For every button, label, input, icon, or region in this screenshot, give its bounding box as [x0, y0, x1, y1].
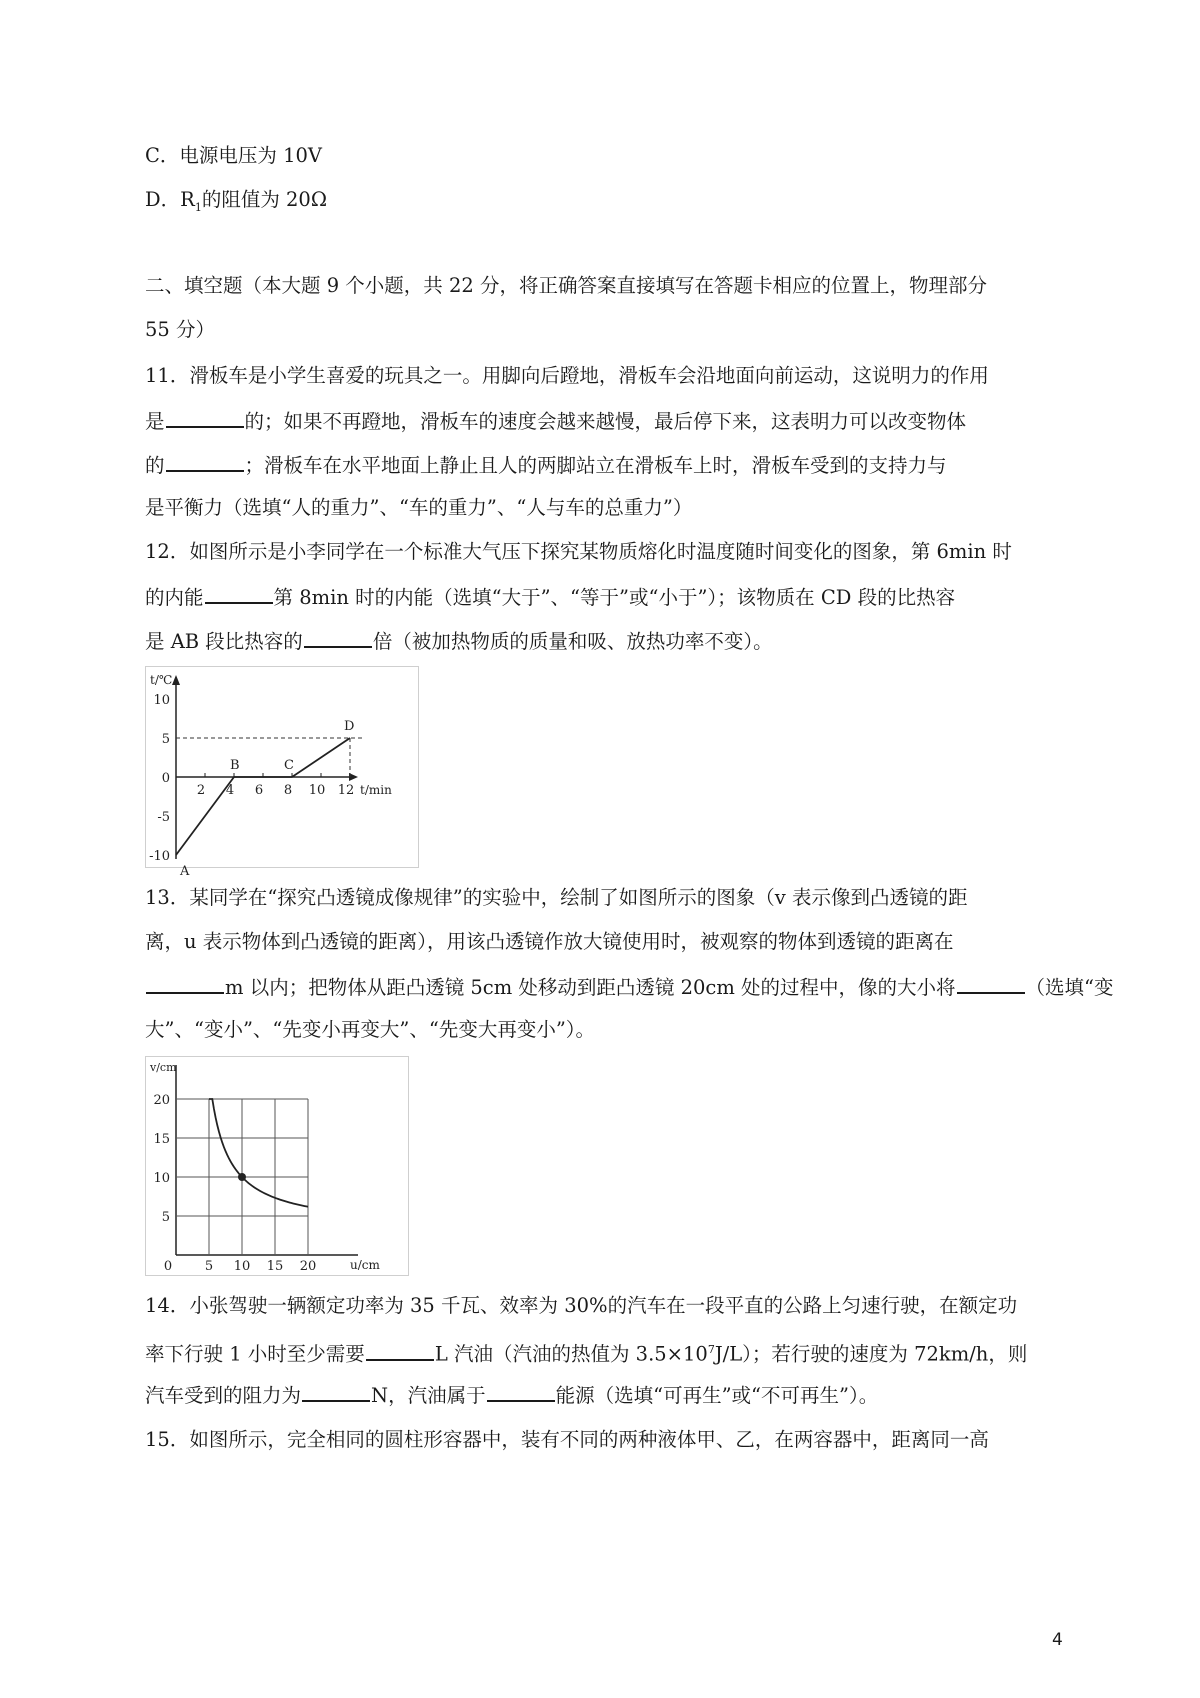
answer-blank[interactable]: [957, 972, 1025, 994]
melting-graph: [146, 667, 418, 879]
page-number: 4: [1052, 1630, 1063, 1650]
answer-blank[interactable]: [366, 1339, 434, 1361]
q13-line3: m 以内；把物体从距凸透镜 5cm 处移动到距凸透镜 20cm 处的过程中，像的大小将 （选填“变: [145, 972, 1114, 1002]
x-tick-label: 15: [266, 1259, 284, 1274]
answer-blank[interactable]: [487, 1380, 555, 1402]
option-d: D．$R_1$的阻值为 20Ω: [145, 188, 328, 214]
answer-blank[interactable]: [302, 1380, 370, 1402]
y-tick-label: 15: [153, 1132, 170, 1147]
y-tick-label: 10: [153, 1171, 170, 1186]
y-tick-label: 20: [153, 1093, 170, 1108]
answer-blank[interactable]: [166, 450, 244, 472]
q11-line4: 是平衡力（选填“人的重力”、“车的重力”、“人与车的总重力”）: [145, 496, 693, 519]
answer-blank[interactable]: [205, 582, 273, 604]
q12-line2: 的内能 第 8min 时的内能（选填“大于”、“等于”或“小于”）；该物质在 CD 段的比热容: [145, 582, 955, 612]
y-tick-label: -5: [157, 810, 170, 825]
x-tick-label: 8: [283, 783, 293, 798]
q12-line1: 12．如图所示是小李同学在一个标准大气压下探究某物质熔化时温度随时间变化的图象，第 6min 时: [145, 540, 1012, 563]
series-curve: [209, 1099, 308, 1207]
option-c: C．电源电压为 10V: [145, 144, 323, 167]
x-tick-label: 4: [225, 783, 235, 798]
y-tick-label: 10: [153, 693, 170, 708]
q13-line2: 离，u 表示物体到凸透镜的距离），用该凸透镜作放大镜使用时，被观察的物体到透镜的距离在: [145, 930, 954, 953]
q12-line3: 是 AB 段比热容的 倍（被加热物质的质量和吸、放热功率不变）。: [145, 626, 773, 656]
point-label: C: [284, 758, 294, 773]
y-tick-label: 5: [161, 1210, 170, 1225]
y-axis-label: t/℃: [150, 673, 173, 687]
q14-line3: 汽车受到的阻力为 N，汽油属于 能源（选填“可再生”或“不可再生”）。: [145, 1380, 878, 1410]
x-tick-label: 10: [233, 1259, 251, 1274]
section-heading-line1: 二、填空题（本大题 9 个小题，共 22 分，将正确答案直接填写在答题卡相应的位置上，物理部分: [145, 274, 988, 297]
q14-line2: 率下行驶 1 小时至少需要 L 汽油（汽油的热值为 $3.5\times 10^7J/L$）；若行驶的速度为 72km/h，则: [145, 1336, 1027, 1369]
q14-line1: 14．小张驾驶一辆额定功率为 35 千瓦、效率为 30%的汽车在一段平直的公路上匀速行驶，在额定功: [145, 1294, 1018, 1317]
answer-blank[interactable]: [146, 972, 224, 994]
x-tick-label: 2: [196, 783, 206, 798]
q13-line4: 大”、“变小”、“先变小再变大”、“先变大再变小”）。: [145, 1018, 596, 1041]
x-axis-label: u/cm: [350, 1258, 380, 1272]
point-label: A: [180, 864, 190, 879]
melting-graph-figure: [145, 666, 419, 879]
marked-point: [238, 1173, 246, 1181]
y-axis-arrow: [172, 675, 180, 685]
q11-line3: 的 ；滑板车在水平地面上静止且人的两脚站立在滑板车上时，滑板车受到的支持力与: [145, 450, 947, 480]
x-tick-label: 12: [337, 783, 355, 798]
x-tick-label: 0: [163, 1259, 173, 1274]
lens-graph-figure: [145, 1056, 409, 1276]
x-tick-label: 6: [254, 783, 264, 798]
section-heading-line2: 55 分）: [145, 318, 216, 341]
q11-line1: 11．滑板车是小学生喜爱的玩具之一。用脚向后蹬地，滑板车会沿地面向前运动，这说明力的作用: [145, 364, 989, 387]
point-label: B: [230, 758, 240, 773]
answer-blank[interactable]: [166, 406, 244, 428]
x-axis-label: t/min: [360, 783, 392, 797]
y-axis-label: v/cm: [150, 1061, 177, 1074]
y-tick-label: -10: [149, 849, 170, 864]
q15-line1: 15．如图所示，完全相同的圆柱形容器中，装有不同的两种液体甲、乙，在两容器中，距离同一高: [145, 1428, 989, 1451]
y-tick-label: 5: [161, 732, 170, 747]
answer-blank[interactable]: [304, 626, 372, 648]
point-label: D: [344, 719, 355, 734]
q13-line1: 13．某同学在“探究凸透镜成像规律”的实验中，绘制了如图所示的图象（v 表示像到凸透镜的距: [145, 886, 968, 909]
lens-graph: [146, 1057, 408, 1275]
x-tick-label: 10: [308, 783, 326, 798]
x-tick-label: 5: [204, 1259, 214, 1274]
y-tick-label: 0: [161, 771, 170, 786]
x-tick-label: 20: [299, 1259, 317, 1274]
q11-line2: 是 的；如果不再蹬地，滑板车的速度会越来越慢，最后停下来，这表明力可以改变物体: [145, 406, 966, 436]
